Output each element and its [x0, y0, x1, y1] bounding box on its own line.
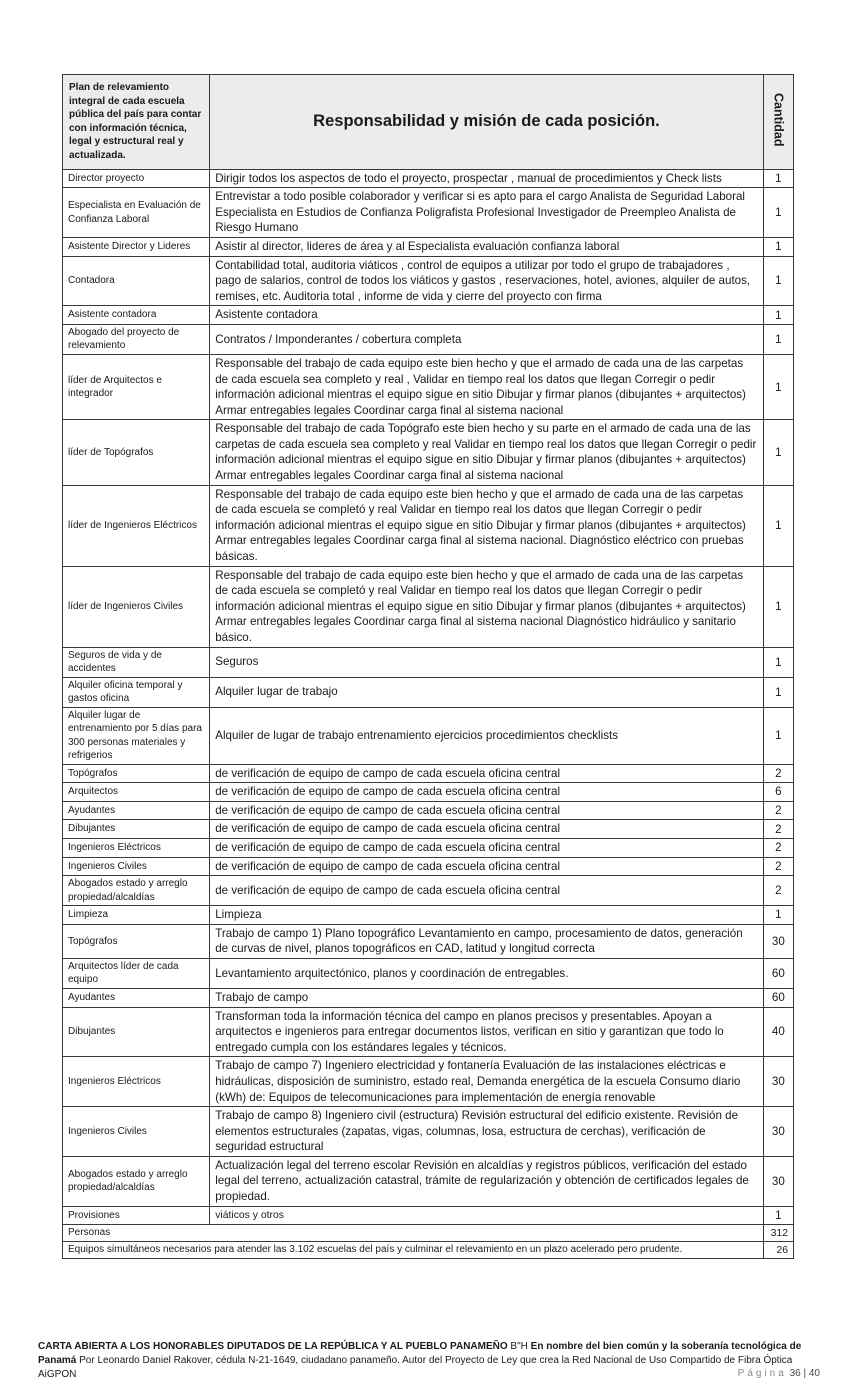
table-row: [63, 857, 794, 876]
page-total: 40: [808, 1368, 820, 1379]
table-row: [63, 188, 794, 238]
row-description: viáticos y otros: [210, 1206, 763, 1225]
row-role: líder de Ingenieros Civiles: [63, 566, 210, 647]
table-row: [63, 924, 794, 958]
row-quantity: 1: [763, 256, 793, 306]
row-description: de verificación de equipo de campo de cada escuela oficina central: [210, 764, 763, 783]
row-quantity: 60: [763, 958, 793, 988]
row-quantity: 1: [763, 485, 793, 566]
row-quantity: 1: [763, 707, 793, 764]
total-value: 26: [763, 1242, 793, 1259]
row-quantity: 1: [763, 188, 793, 238]
table-row: [63, 876, 794, 906]
row-description: Trabajo de campo 7) Ingeniero electricidad y fontanería Evaluación de las instalaciones eléctricas e hidráulicas, disposición de suministro, estado real, Demanda energética de la escuela Consumo diario (kWh) de: Equipos de telecomunicaciones para implementación de energía renovable: [210, 1057, 763, 1107]
total-value: 312: [763, 1225, 793, 1242]
row-role: Dibujantes: [63, 1007, 210, 1057]
row-role: Topógrafos: [63, 764, 210, 783]
row-role: Alquiler oficina temporal y gastos oficina: [63, 677, 210, 707]
table-row: [63, 764, 794, 783]
row-quantity: 1: [763, 420, 793, 485]
row-role: Alquiler lugar de entrenamiento por 5 días para 300 personas materiales y refrigerios: [63, 707, 210, 764]
page-label: Página: [737, 1368, 787, 1379]
table-title: Responsabilidad y misión de cada posición.: [210, 75, 763, 170]
row-quantity: 2: [763, 764, 793, 783]
row-quantity: 30: [763, 1057, 793, 1107]
row-quantity: 2: [763, 801, 793, 820]
table-row: [63, 324, 794, 354]
footer-author: Por Leonardo Daniel Rakover, cédula N-21-1649, ciudadano panameño. Autor del Proyecto de Ley que crea la Red Nacional de Uso Compartido de Fibra Óptica AiGPON: [38, 1355, 793, 1380]
row-description: de verificación de equipo de campo de cada escuela oficina central: [210, 783, 763, 802]
table-row: [63, 677, 794, 707]
row-description: de verificación de equipo de campo de cada escuela oficina central: [210, 857, 763, 876]
row-description: de verificación de equipo de campo de cada escuela oficina central: [210, 820, 763, 839]
row-quantity: 2: [763, 820, 793, 839]
row-quantity: 2: [763, 876, 793, 906]
row-description: Responsable del trabajo de cada equipo este bien hecho y que el armado de cada una de las carpetas de cada escuela se completó y real Validar en tiempo real los datos que llegan Corregir o pedir información adicional mientras el equipo sigue en sitio Dibujar y firmar planos (dibujantes + arquitectos) Armar entregables legales Coordinar carga final al sistema nacional. Diagnóstico eléctrico con pruebas básicas.: [210, 485, 763, 566]
row-description: Responsable del trabajo de cada equipo este bien hecho y que el armado de cada una de las carpetas de cada escuela se completó y real Validar en tiempo real los datos que llegan Corregir o pedir información adicional mientras el equipo sigue en sitio Dibujar y firmar planos (dibujantes + arquitectos) Armar entregables legales Coordinar carga final al sistema nacional Diagnóstico hidráulico y sanitario básico.: [210, 566, 763, 647]
row-role: Ayudantes: [63, 801, 210, 820]
row-description: Limpieza: [210, 906, 763, 925]
page-number: Página 36 | 40: [737, 1368, 820, 1379]
table-row: [63, 838, 794, 857]
row-quantity: 40: [763, 1007, 793, 1057]
row-quantity: 30: [763, 1156, 793, 1206]
table-row: [63, 1107, 794, 1157]
row-role: Seguros de vida y de accidentes: [63, 647, 210, 677]
table-row: [63, 988, 794, 1007]
row-role: Ayudantes: [63, 988, 210, 1007]
table-row: [63, 958, 794, 988]
row-role: Abogados estado y arreglo propiedad/alcaldías: [63, 876, 210, 906]
row-role: Ingenieros Civiles: [63, 857, 210, 876]
positions-table: [62, 74, 794, 1259]
table-row: [63, 354, 794, 419]
row-description: Trabajo de campo 1) Plano topográfico Levantamiento en campo, procesamiento de datos, generación de curvas de nivel, planos topográficos en CAD, latitud y longitud correcta: [210, 924, 763, 958]
table-row: [63, 801, 794, 820]
row-description: Trabajo de campo 8) Ingeniero civil (estructura) Revisión estructural del edificio existente. Revisión de elementos estructurales (zapatas, vigas, columnas, losa, estructura de cerchas), verificación de seguridad estructural: [210, 1107, 763, 1157]
plan-description-header: Plan de relevamiento integral de cada escuela pública del país para contar con información técnica, legal y estructural real y actualizada.: [63, 75, 210, 170]
row-quantity: 6: [763, 783, 793, 802]
table-row: [63, 1007, 794, 1057]
row-role: Arquitectos líder de cada equipo: [63, 958, 210, 988]
row-role: Arquitectos: [63, 783, 210, 802]
row-quantity: 60: [763, 988, 793, 1007]
row-role: Especialista en Evaluación de Confianza Laboral: [63, 188, 210, 238]
row-quantity: 1: [763, 1206, 793, 1225]
table-row: [63, 169, 794, 188]
row-role: Limpieza: [63, 906, 210, 925]
row-quantity: 30: [763, 924, 793, 958]
row-description: Responsable del trabajo de cada equipo este bien hecho y que el armado de cada una de las carpetas de cada escuela sea completo y real , Validar en tiempo real los datos que llegan Corregir o pedir información adicional mientras el equipo sigue en sitio Dibujar y firmar planos (dibujantes + arquitectos) Armar entregables legales Coordinar carga final al sistema nacional: [210, 354, 763, 419]
table-row: [63, 1057, 794, 1107]
row-description: Trabajo de campo: [210, 988, 763, 1007]
table-row: [63, 566, 794, 647]
table-header-row: [63, 75, 794, 170]
row-role: líder de Topógrafos: [63, 420, 210, 485]
total-persons-row: [63, 1225, 794, 1242]
page-current: 36: [789, 1368, 801, 1379]
row-role: líder de Arquitectos e integrador: [63, 354, 210, 419]
table-row: [63, 707, 794, 764]
table-row: [63, 647, 794, 677]
row-role: Abogados estado y arreglo propiedad/alcaldías: [63, 1156, 210, 1206]
row-quantity: 1: [763, 306, 793, 325]
row-role: Asistente Director y Lideres: [63, 237, 210, 256]
table-row: [63, 237, 794, 256]
row-quantity: 2: [763, 838, 793, 857]
quantity-header: [763, 75, 793, 170]
table-row: [63, 306, 794, 325]
row-description: Levantamiento arquitectónico, planos y coordinación de entregables.: [210, 958, 763, 988]
row-role: líder de Ingenieros Eléctricos: [63, 485, 210, 566]
row-quantity: 30: [763, 1107, 793, 1157]
total-teams-row: [63, 1242, 794, 1259]
row-quantity: 1: [763, 324, 793, 354]
row-description: Alquiler lugar de trabajo: [210, 677, 763, 707]
row-description: Actualización legal del terreno escolar Revisión en alcaldías y registros públicos, verificación del estado legal del terreno, actualización catastral, trámite de regularización y obtención de certificados legales de propiedad.: [210, 1156, 763, 1206]
page-footer: [38, 1340, 820, 1382]
table-row: [63, 256, 794, 306]
table-row: [63, 420, 794, 485]
row-role: Director proyecto: [63, 169, 210, 188]
row-quantity: 1: [763, 566, 793, 647]
table-row: [63, 1156, 794, 1206]
row-quantity: 1: [763, 647, 793, 677]
table-row: [63, 485, 794, 566]
row-role: Ingenieros Civiles: [63, 1107, 210, 1157]
row-quantity: 1: [763, 354, 793, 419]
row-role: Topógrafos: [63, 924, 210, 958]
footer-bh: B"H: [507, 1341, 531, 1352]
row-description: Dirigir todos los aspectos de todo el proyecto, prospectar , manual de procedimientos y Check lists: [210, 169, 763, 188]
table-row: [63, 1206, 794, 1225]
row-role: Provisiones: [63, 1206, 210, 1225]
table-row: [63, 906, 794, 925]
footer-letter-title: CARTA ABIERTA A LOS HONORABLES DIPUTADOS DE LA REPÚBLICA Y AL PUEBLO PANAMEÑO: [38, 1341, 508, 1352]
row-description: Seguros: [210, 647, 763, 677]
row-quantity: 1: [763, 237, 793, 256]
table-row: [63, 820, 794, 839]
row-description: Alquiler de lugar de trabajo entrenamiento ejercicios procedimientos checklists: [210, 707, 763, 764]
row-role: Abogado del proyecto de relevamiento: [63, 324, 210, 354]
row-role: Ingenieros Eléctricos: [63, 1057, 210, 1107]
row-quantity: 1: [763, 677, 793, 707]
quantity-header-label: Cantidad: [771, 92, 786, 147]
total-label: Personas: [63, 1225, 764, 1242]
total-label: Equipos simultáneos necesarios para atender las 3.102 escuelas del país y culminar el relevamiento en un plazo acelerado pero prudente.: [63, 1242, 764, 1259]
table-row: [63, 783, 794, 802]
row-description: Asistir al director, lideres de área y al Especialista evaluación confianza laboral: [210, 237, 763, 256]
row-role: Dibujantes: [63, 820, 210, 839]
footer-motto: En nombre del bien común y la soberanía tecnológica de Panamá: [38, 1341, 802, 1366]
row-description: de verificación de equipo de campo de cada escuela oficina central: [210, 801, 763, 820]
row-description: Asistente contadora: [210, 306, 763, 325]
row-description: Contabilidad total, auditoria viáticos , control de equipos a utilizar por todo el grupo de trabajadores , pago de salarios, control de todos los viáticos y gastos , reservaciones, hotel, aviones, alquiler de autos, remises, etc. Auditoria total , informe de vida y cierre del proyecto con firma: [210, 256, 763, 306]
row-description: de verificación de equipo de campo de cada escuela oficina central: [210, 876, 763, 906]
row-description: Entrevistar a todo posible colaborador y verificar si es apto para el cargo Analista de Seguridad Laboral Especialista en Estudios de Confianza Poligrafista Profesional Investigador de Preempleo Analista de Riesgo Humano: [210, 188, 763, 238]
row-role: Contadora: [63, 256, 210, 306]
row-description: Transforman toda la información técnica del campo en planos precisos y presentables. Apoyan a arquitectos e ingenieros para entregar documentos listos, verifican en sitio y garantizan que todo lo entregado cumpla con los estándares legales y técnicos.: [210, 1007, 763, 1057]
row-quantity: 2: [763, 857, 793, 876]
row-role: Asistente contadora: [63, 306, 210, 325]
row-description: Responsable del trabajo de cada Topógrafo este bien hecho y su parte en el armado de cada una de las carpetas de cada escuela sea completo y real Validar en tiempo real los datos que llegan Corregir o pedir información adicional mientras el equipo sigue en sitio Dibujar y firmar planos (dibujantes + arquitectos) Armar entregables legales Coordinar carga final al sistema nacional: [210, 420, 763, 485]
row-quantity: 1: [763, 906, 793, 925]
row-description: Contratos / Imponderantes / cobertura completa: [210, 324, 763, 354]
row-role: Ingenieros Eléctricos: [63, 838, 210, 857]
row-description: de verificación de equipo de campo de cada escuela oficina central: [210, 838, 763, 857]
row-quantity: 1: [763, 169, 793, 188]
